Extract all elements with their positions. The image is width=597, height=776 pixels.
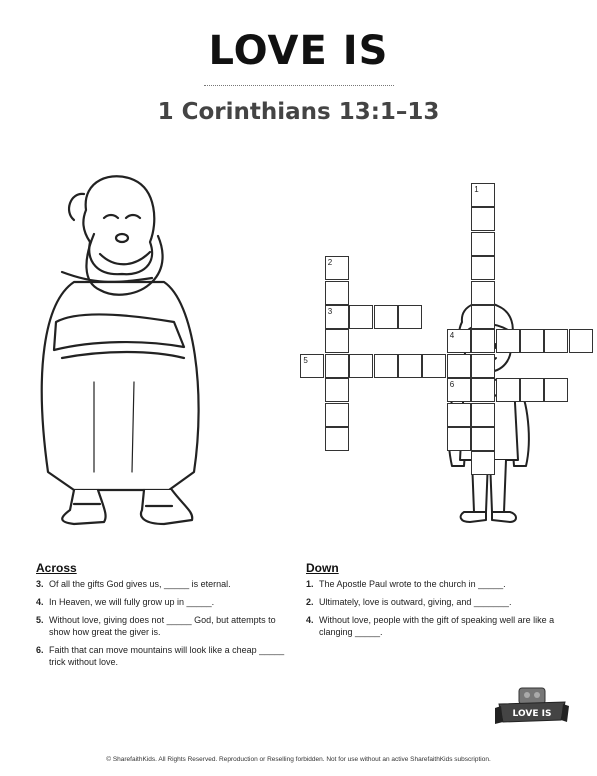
scripture-reference: 1 Corinthians 13:1–13	[157, 99, 440, 125]
crossword-cell[interactable]	[447, 403, 471, 427]
crossword-cell[interactable]	[447, 378, 471, 402]
crossword-cell[interactable]	[520, 378, 544, 402]
crossword-cell[interactable]	[374, 305, 398, 329]
crossword-cell[interactable]	[471, 427, 495, 451]
crossword-cell[interactable]	[325, 329, 349, 353]
crossword-cell[interactable]	[471, 256, 495, 280]
crossword-cell[interactable]	[471, 451, 495, 475]
clue-down-2: 2. Ultimately, love is outward, giving, and _______.	[306, 597, 512, 607]
crossword-cell[interactable]	[325, 427, 349, 451]
crossword-cell[interactable]	[325, 305, 349, 329]
crossword-cell[interactable]	[349, 305, 373, 329]
crossword-cell[interactable]	[447, 427, 471, 451]
down-clues	[306, 562, 560, 644]
crossword-cell[interactable]	[325, 354, 349, 378]
clue-number: 3	[327, 307, 333, 316]
clue-number: 4	[449, 331, 455, 341]
sharefaith-badge-icon	[493, 686, 571, 732]
clue-number: 2	[327, 258, 333, 268]
crossword-cell[interactable]	[349, 354, 373, 378]
badge-label: LOVE IS	[512, 709, 552, 719]
clue-down-4: 4. Without love, people with the gift of speaking well are like a clanging _____.	[306, 615, 555, 637]
clue-number: 5	[303, 355, 308, 365]
clue-number: 1	[474, 185, 479, 194]
crossword-cell[interactable]	[471, 207, 495, 231]
crossword-cell[interactable]	[544, 378, 568, 402]
clue-across-4: 4. In Heaven, we will fully grow up in _____.	[36, 597, 215, 607]
crossword-cell[interactable]	[325, 281, 349, 305]
clue-across-5: 5. Without love, giving does not _____ God, but attempts to show how great the giver is.	[36, 615, 276, 637]
crossword-cell[interactable]	[569, 329, 593, 353]
down-title: Down	[306, 561, 339, 575]
page-title: LOVE IS	[208, 28, 389, 74]
clue-across-6: 6. Faith that can move mountains will look like a cheap _____ trick without love.	[36, 645, 285, 667]
crossword-cell[interactable]	[496, 378, 520, 402]
clue-down-1: 1. The Apostle Paul wrote to the church in _____.	[306, 579, 506, 589]
crossword-cell[interactable]	[398, 305, 422, 329]
crossword-cell[interactable]	[447, 329, 471, 353]
crossword-cell[interactable]	[471, 354, 495, 378]
clue-across-3: 3. Of all the gifts God gives us, _____ is eternal.	[36, 579, 231, 589]
crossword-cell[interactable]	[471, 281, 495, 305]
crossword-cell[interactable]	[471, 305, 495, 329]
crossword-cell[interactable]	[300, 354, 324, 378]
crossword-cell[interactable]	[544, 329, 568, 353]
crossword-cell[interactable]	[325, 256, 349, 280]
clue-number: 6	[449, 380, 455, 390]
crossword-cell[interactable]	[471, 403, 495, 427]
crossword-cell[interactable]	[398, 354, 422, 378]
crossword-cell[interactable]	[325, 378, 349, 402]
crossword-cell[interactable]	[374, 354, 398, 378]
crossword-cell[interactable]	[325, 403, 349, 427]
crossword-cell[interactable]	[422, 354, 446, 378]
crossword-cell[interactable]	[447, 354, 471, 378]
crossword-cell[interactable]	[471, 183, 495, 207]
crossword-cell[interactable]	[471, 329, 495, 353]
crossword-cell[interactable]	[520, 329, 544, 353]
across-title: Across	[36, 561, 77, 575]
crossword-cell[interactable]	[496, 329, 520, 353]
crossword-cell[interactable]	[471, 378, 495, 402]
crossword-cell[interactable]	[471, 232, 495, 256]
copyright-footer: © SharefaithKids. All Rights Reserved. Reproduction or Reselling forbidden. Not for use without an active SharefaithKids subscription.	[106, 756, 491, 763]
across-clues	[36, 562, 286, 674]
